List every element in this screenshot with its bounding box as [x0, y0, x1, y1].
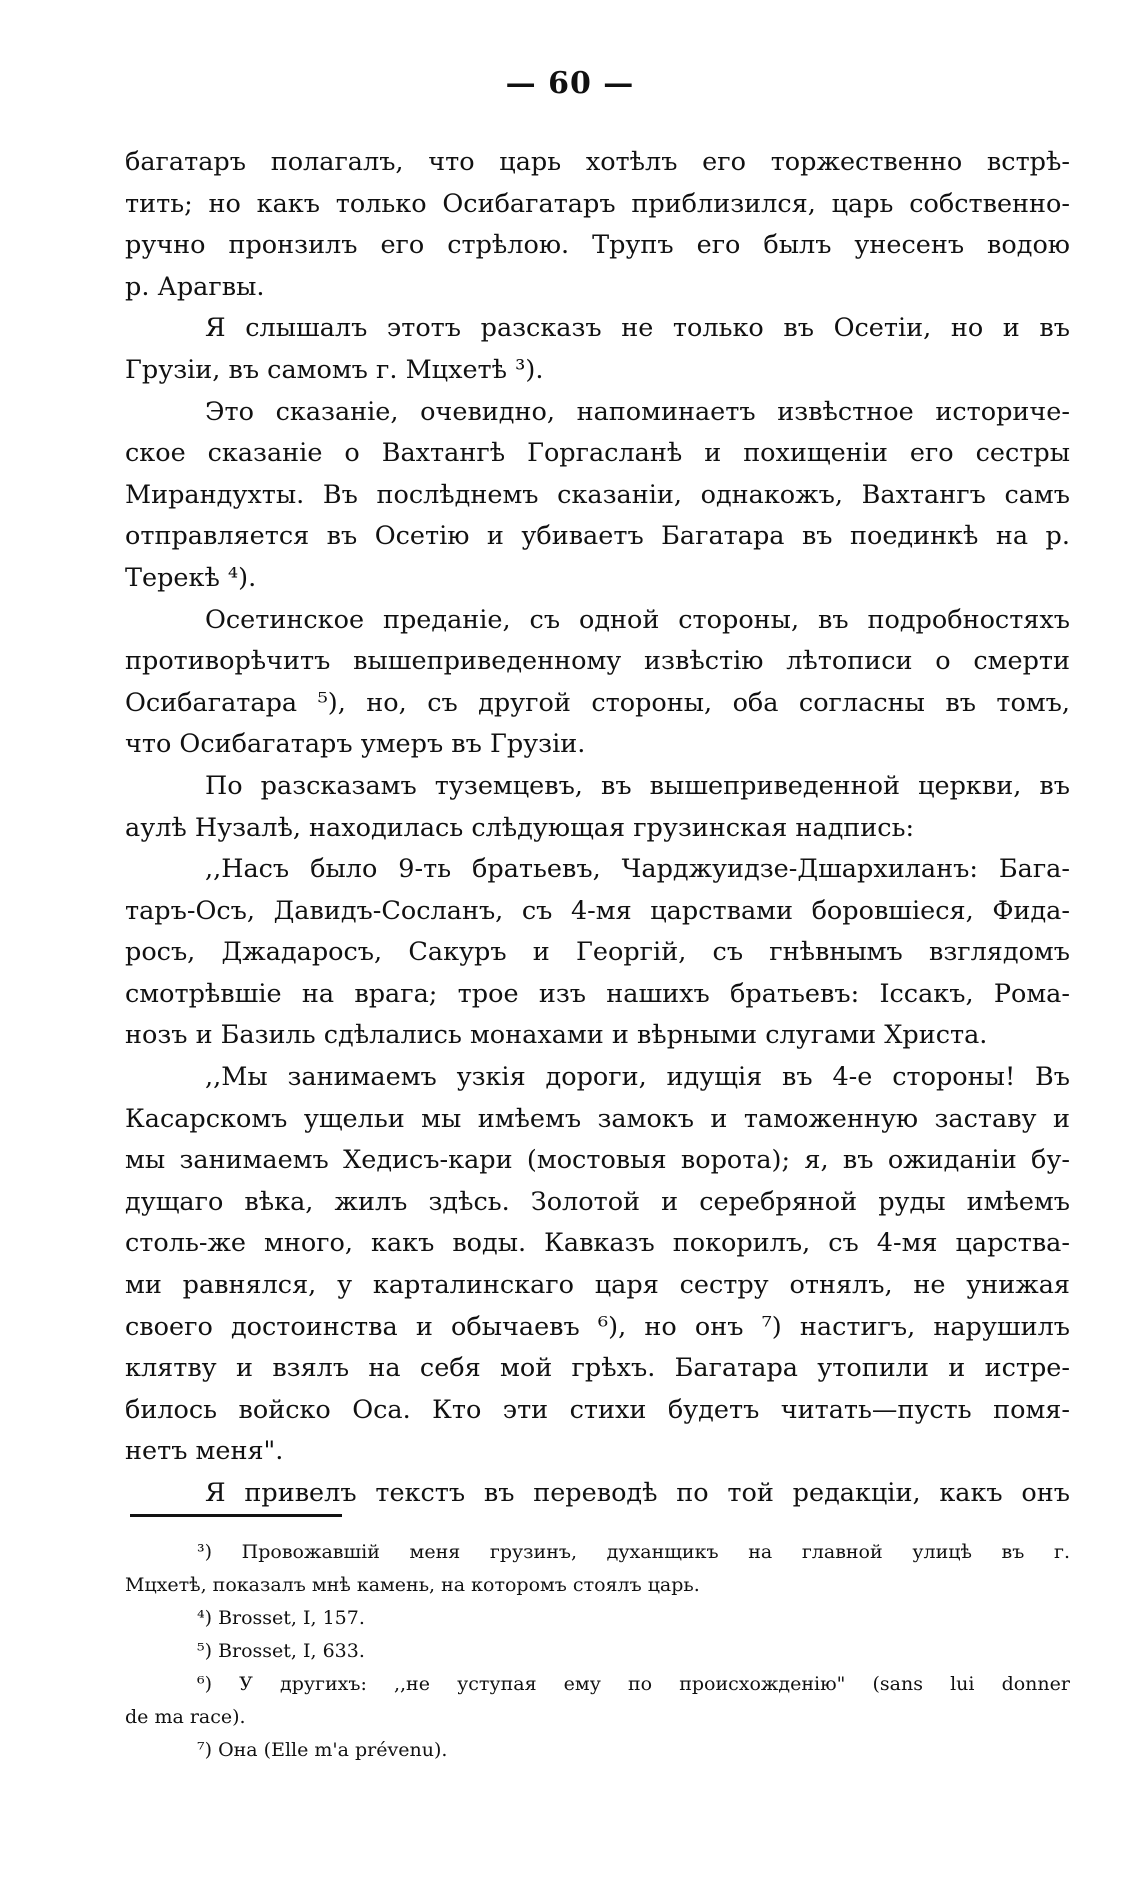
text-line: мы занимаемъ Хедисъ-кари (мостовыя ворота); я, въ ожиданіи бу- — [125, 1145, 1070, 1176]
text-line: тить; но какъ только Осибагатаръ приблизился, царь собственно- — [125, 188, 1070, 219]
text-line: ское сказаніе о Вахтангѣ Горгасланѣ и похищеніи его сестры — [125, 438, 1070, 469]
text-line: Мирандухты. Въ послѣднемъ сказаніи, однакожъ, Вахтангъ самъ — [125, 479, 1070, 510]
text-line: таръ-Осъ, Давидъ-Сосланъ, съ 4-мя царствами боровшіеся, Фида- — [125, 895, 1070, 926]
text-line: дущаго вѣка, жилъ здѣсь. Золотой и серебряной руды имѣемъ — [125, 1186, 1070, 1217]
text-line: аулѣ Нузалѣ, находилась слѣдующая грузинская надпись: — [125, 812, 915, 843]
footnote-line: ⁴) Brosset, I, 157. — [197, 1607, 365, 1629]
footnote-line: ³) Провожавшій меня грузинъ, духанщикъ на главной улицѣ въ г. — [197, 1541, 1070, 1563]
text-line: Терекѣ ⁴). — [125, 562, 257, 593]
text-line: Я привелъ текстъ въ переводѣ по той редакціи, какъ онъ — [205, 1478, 1070, 1508]
main-text — [125, 142, 1070, 1515]
text-line: ,,Мы занимаемъ узкія дороги, идущія въ 4-е стороны! Въ — [205, 1062, 1070, 1093]
footnotes — [125, 1536, 1070, 1767]
text-line: р. Арагвы. — [125, 271, 265, 302]
text-line: Я слышалъ этотъ разсказъ не только въ Осетіи, но и въ — [205, 313, 1070, 344]
footnote-line: Мцхетѣ, показалъ мнѣ камень, на которомъ стоялъ царь. — [125, 1574, 700, 1596]
text-line: билось войско Оса. Кто эти стихи будетъ читать—пусть помя- — [125, 1394, 1070, 1425]
text-line: что Осибагатаръ умеръ въ Грузіи. — [125, 729, 586, 760]
text-line: противорѣчитъ вышеприведенному извѣстію лѣтописи о смерти — [125, 646, 1070, 677]
text-line: Осетинское преданіе, съ одной стороны, въ подробностяхъ — [205, 604, 1070, 635]
text-line: ,,Насъ было 9-ть братьевъ, Чарджуидзе-Дшархиланъ: Бага- — [205, 854, 1070, 885]
text-line: багатаръ полагалъ, что царь хотѣлъ его торжественно встрѣ- — [125, 147, 1070, 177]
text-line: нозъ и Базиль сдѣлались монахами и вѣрными слугами Христа. — [125, 1020, 988, 1051]
text-line: ручно пронзилъ его стрѣлою. Трупъ его былъ унесенъ водою — [125, 230, 1070, 261]
text-line: Касарскомъ ущельи мы имѣемъ замокъ и таможенную заставу и — [125, 1103, 1070, 1134]
text-line: смотрѣвшіе на врага; трое изъ нашихъ братьевъ: Іссакъ, Рома- — [125, 978, 1070, 1009]
footnote-line: ⁵) Brosset, I, 633. — [197, 1640, 365, 1662]
text-line: По разсказамъ туземцевъ, въ вышеприведенной церкви, въ — [205, 770, 1070, 801]
text-line: Это сказаніе, очевидно, напоминаетъ извѣстное историче- — [205, 396, 1070, 427]
footnote-line: ⁷) Она (Elle m'a prévenu). — [197, 1739, 448, 1761]
text-line: ми равнялся, у карталинскаго царя сестру отнялъ, не унижая — [125, 1270, 1070, 1301]
text-line: нетъ меня". — [125, 1436, 284, 1467]
text-line: Грузіи, въ самомъ г. Мцхетѣ ³). — [125, 354, 544, 385]
page-number: — 60 — — [505, 66, 635, 101]
text-line: отправляется въ Осетію и убиваетъ Багатара въ поединкѣ на р. — [125, 521, 1070, 552]
footnote-line: ⁶) У другихъ: ,,не уступая ему по происхожденію" (sans lui donner — [197, 1673, 1070, 1695]
text-line: столь-же много, какъ воды. Кавказъ покорилъ, съ 4-мя царства- — [125, 1228, 1070, 1259]
footnote-line: de ma race). — [125, 1706, 246, 1728]
footnote-separator — [130, 1514, 342, 1517]
text-line: клятву и взялъ на себя мой грѣхъ. Багатара утопили и истре- — [125, 1353, 1070, 1384]
text-line: росъ, Джадаросъ, Сакуръ и Георгій, съ гнѣвнымъ взглядомъ — [125, 937, 1070, 968]
text-line: своего достоинства и обычаевъ ⁶), но онъ ⁷) настигъ, нарушилъ — [125, 1311, 1070, 1342]
text-line: Осибагатара ⁵), но, съ другой стороны, оба согласны въ томъ, — [125, 687, 1070, 718]
